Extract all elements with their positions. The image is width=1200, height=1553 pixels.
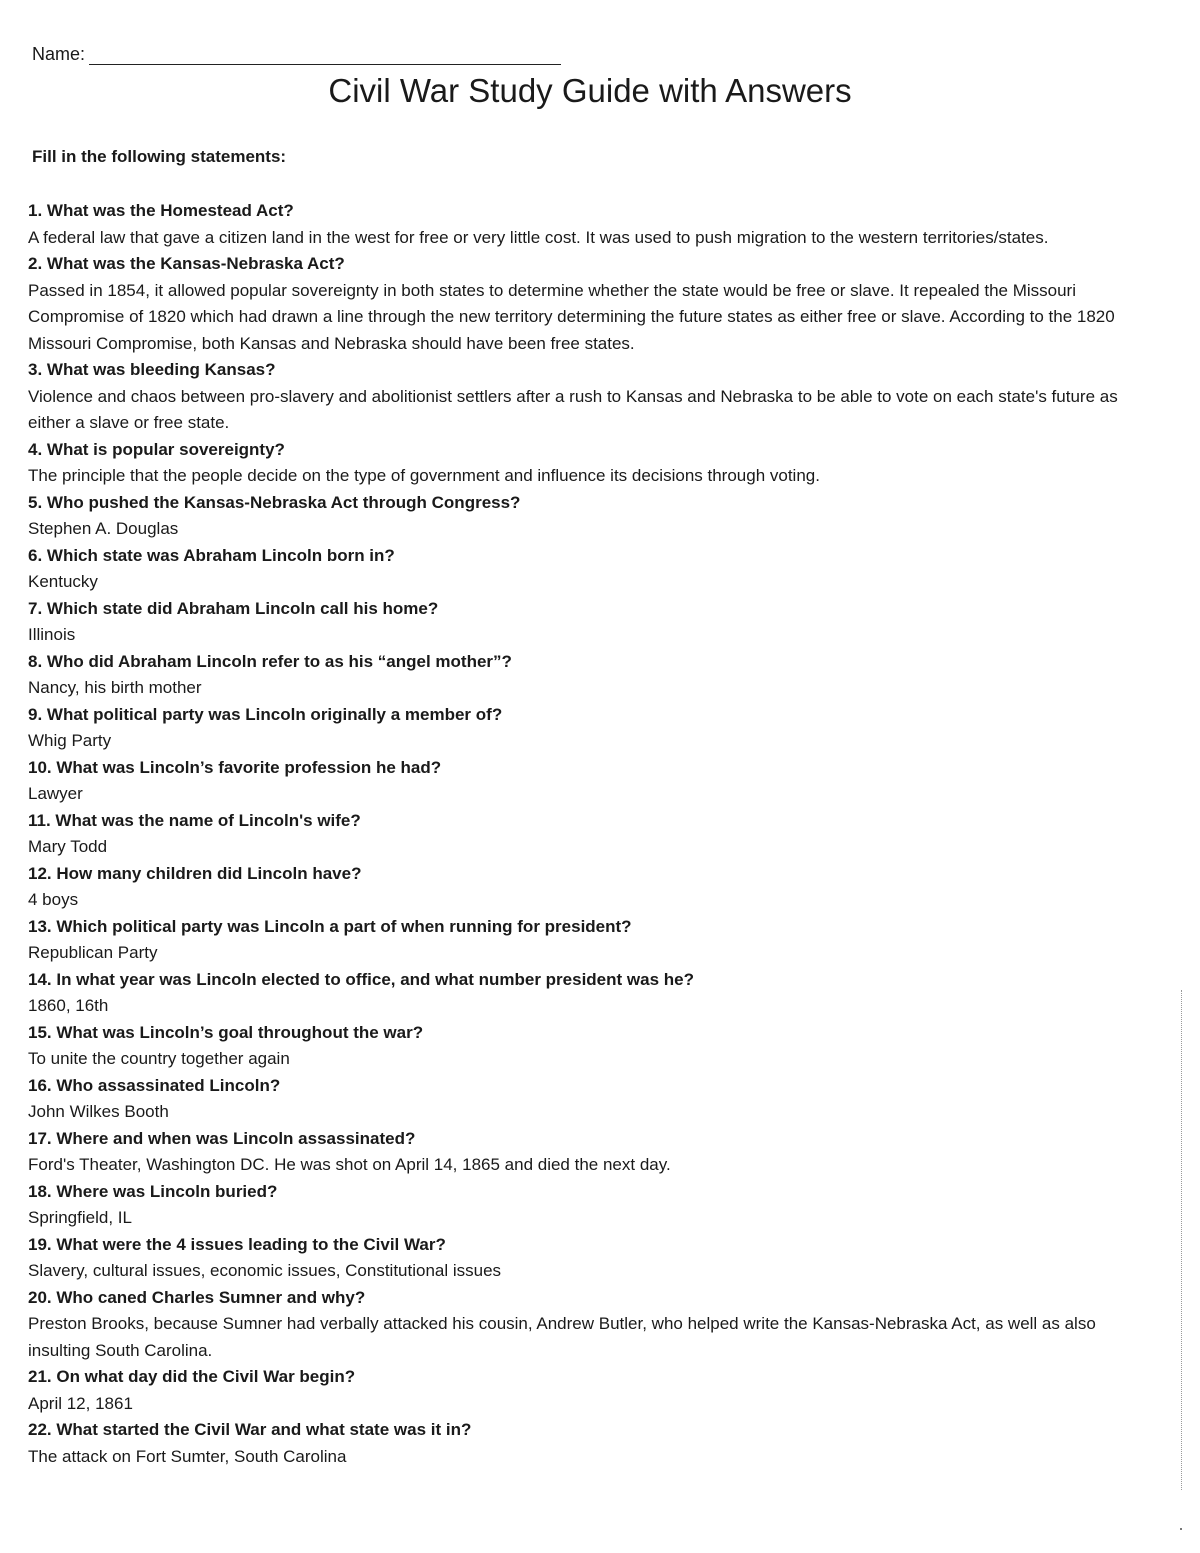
question: 8. Who did Abraham Lincoln refer to as his “angel mother”? — [28, 651, 512, 671]
question: 1. What was the Homestead Act? — [28, 201, 294, 220]
question: 15. What was Lincoln’s goal throughout the war? — [28, 1022, 424, 1042]
question: 18. Where was Lincoln buried? — [28, 1181, 278, 1201]
answer: Whig Party — [28, 731, 112, 750]
answer: A federal law that gave a citizen land in the west for free or very little cost. It was used to push migration to the western territories/states. — [28, 227, 1049, 247]
answer: Lawyer — [28, 784, 83, 803]
question-answer-list — [28, 198, 1158, 1470]
answer: Preston Brooks, because Sumner had verbally attacked his cousin, Andrew Butler, who helped write the Kansas-Nebraska Act, as well as also insulting South Carolina. — [28, 1314, 1096, 1360]
question: 19. What were the 4 issues leading to the Civil War? — [28, 1234, 446, 1254]
question: 17. Where and when was Lincoln assassinated? — [28, 1128, 416, 1148]
answer: Nancy, his birth mother — [28, 678, 202, 697]
scan-edge-artifact — [1181, 990, 1184, 1490]
answer: John Wilkes Booth — [28, 1102, 169, 1121]
question: 14. In what year was Lincoln elected to office, and what number president was he? — [28, 969, 694, 989]
answer: To unite the country together again — [28, 1049, 290, 1068]
answer: The principle that the people decide on the type of government and influence its decisions through voting. — [28, 466, 820, 485]
question: 13. Which political party was Lincoln a part of when running for president? — [28, 916, 632, 936]
question: 2. What was the Kansas-Nebraska Act? — [28, 254, 345, 273]
question: 9. What political party was Lincoln originally a member of? — [28, 704, 503, 724]
answer: Republican Party — [28, 943, 158, 962]
question: 6. Which state was Abraham Lincoln born in? — [28, 545, 395, 565]
name-blank-line[interactable] — [89, 48, 561, 65]
answer: Mary Todd — [28, 837, 108, 856]
answer: Kentucky — [28, 572, 98, 591]
question: 4. What is popular sovereignty? — [28, 439, 285, 459]
question: 21. On what day did the Civil War begin? — [28, 1367, 356, 1386]
question: 20. Who caned Charles Sumner and why? — [28, 1287, 366, 1307]
question: 10. What was Lincoln’s favorite profession he had? — [28, 757, 442, 777]
question: 12. How many children did Lincoln have? — [28, 863, 362, 883]
question: 3. What was bleeding Kansas? — [28, 360, 276, 379]
answer: April 12, 1861 — [28, 1393, 133, 1413]
instructions: Fill in the following statements: — [32, 147, 287, 166]
answer: 4 boys — [28, 890, 79, 909]
scan-dot — [1180, 1528, 1182, 1530]
name-label: Name: — [32, 44, 86, 64]
answer: Violence and chaos between pro-slavery and abolitionist settlers after a rush to Kansas and Nebraska to be able to vote on each state's future as either a slave or free state. — [28, 386, 1118, 432]
question: 22. What started the Civil War and what state was it in? — [28, 1420, 472, 1439]
document-title: Civil War Study Guide with Answers — [328, 72, 852, 109]
question: 11. What was the name of Lincoln's wife? — [28, 810, 361, 830]
answer: Springfield, IL — [28, 1208, 132, 1227]
answer: The attack on Fort Sumter, South Carolina — [28, 1446, 347, 1466]
answer: Stephen A. Douglas — [28, 519, 179, 538]
question: 5. Who pushed the Kansas-Nebraska Act through Congress? — [28, 492, 521, 512]
name-field — [32, 44, 561, 65]
answer: 1860, 16th — [28, 996, 109, 1015]
answer: Slavery, cultural issues, economic issues, Constitutional issues — [28, 1261, 502, 1280]
question: 7. Which state did Abraham Lincoln call his home? — [28, 598, 439, 618]
answer: Ford's Theater, Washington DC. He was shot on April 14, 1865 and died the next day. — [28, 1155, 671, 1174]
answer: Passed in 1854, it allowed popular sovereignty in both states to determine whether the state would be free or slave. It repealed the Missouri Compromise of 1820 which had drawn a line through the new territory determining the future states as either free or slave. According to the 1820 Missouri Compromise, both Kansas and Nebraska should have been free states. — [28, 280, 1115, 353]
question: 16. Who assassinated Lincoln? — [28, 1075, 281, 1095]
answer: Illinois — [28, 625, 76, 644]
